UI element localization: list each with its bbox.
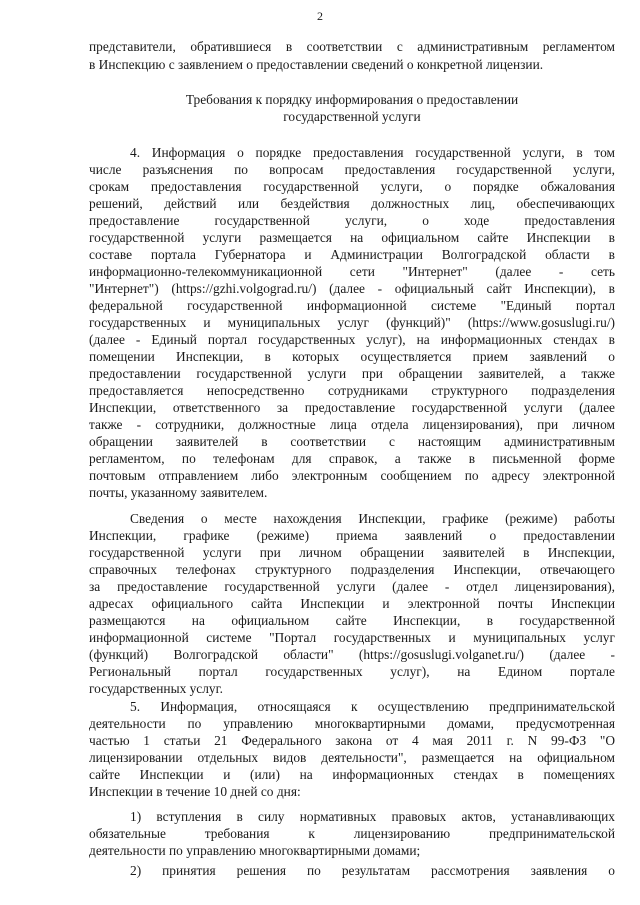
text-line: обращении заявителей в соответствии с настоящим административным (89, 434, 615, 449)
section-heading-line: Требования к порядку информирования о предоставлении (185, 92, 519, 107)
text-line: государственной услуги размещается на официальном сайте Инспекции в (89, 230, 615, 245)
text-line: Сведения о месте нахождения Инспекции, графике (режиме) работы (130, 511, 615, 526)
text-line: "Интернет") (https://gzhi.volgograd.ru/) (далее - официальный сайт Инспекции), в (89, 281, 615, 296)
text-line: 5. Информация, относящаяся к осуществлению предпринимательской (130, 699, 615, 714)
text-line: 1) вступления в силу нормативных правовых актов, устанавливающих (130, 809, 615, 824)
text-line: Инспекции, графике (режиме) приема заявлений о предоставлении (89, 528, 615, 543)
text-line: предоставление государственной услуги, о ходе предоставления (89, 213, 615, 228)
text-line: частью 1 статьи 21 Федерального закона от 4 мая 2011 г. N 99-ФЗ "О (89, 733, 615, 748)
text-line: в Инспекцию с заявлением о предоставлении сведений о конкретной лицензии. (89, 57, 544, 72)
page-number: 2 (317, 9, 323, 23)
text-line: (далее - Единый портал государственных услуг), на информационных стендах в (89, 332, 615, 347)
text-line: деятельности по управлению многоквартирными домами; (89, 843, 421, 858)
text-line: регламентом, по телефонам для справок, а также в письменной форме (89, 451, 615, 466)
text-line: Региональный портал государственных услуг), на Едином портале (89, 664, 615, 679)
text-line: числе разъяснения по вопросам предоставления государственной услуги, (89, 162, 615, 177)
text-line: справочных телефонах структурного подразделения Инспекции, отвечающего (89, 562, 615, 577)
text-line: 2) принятия решения по результатам рассмотрения заявления о (130, 863, 615, 878)
text-line: срокам предоставления государственной услуги, о порядке обжалования (89, 179, 615, 194)
text-line: информационно-телекоммуникационной сети "Интернет" (далее - сеть (89, 264, 615, 279)
text-line: 4. Информация о порядке предоставления государственной услуги, в том (130, 145, 615, 160)
text-line: адресах официального сайта Инспекции и электронной почты Инспекции (89, 596, 615, 611)
text-line: лицензировании отдельных видов деятельности", размещается на официальном (89, 750, 615, 765)
text-line: деятельности по управлению многоквартирными домами, предусмотренная (89, 716, 615, 731)
text-line: федеральной государственной информационной системе "Единый портал (89, 298, 615, 313)
text-line: помещении Инспекции, в которых осуществляется прием заявлений о (89, 349, 615, 364)
text-line: Инспекции в течение 10 дней со дня: (89, 784, 301, 799)
text-line: (функций) Волгоградской области" (https://gosuslugi.volganet.ru/) (далее - (89, 647, 615, 662)
text-line: размещаются на официальном сайте Инспекции, в государственной (89, 613, 615, 628)
text-line: предоставляется непосредственно сотрудниками структурного подразделения (89, 383, 615, 398)
text-line: предоставлении государственной услуги при обращении заявителей, а также (89, 366, 615, 381)
text-line: представители, обратившиеся в соответствии с административным регламентом (89, 39, 615, 54)
text-line: сайте Инспекции и (или) на информационных стендах в помещениях (89, 767, 615, 782)
text-line: решений, действий или бездействия должностных лиц, обеспечивающих (89, 196, 615, 211)
text-line: составе портала Губернатора и Администрации Волгоградской области в (89, 247, 615, 262)
text-line: почты, указанному заявителем. (89, 485, 268, 500)
text-line: также - сотрудники, должностные лица отдела лицензирования), при личном (89, 417, 615, 432)
text-line: Инспекции, ответственного за предоставление государственной услуги (далее (89, 400, 615, 415)
text-line: почтовым отправлением либо электронным сообщением по адресу электронной (89, 468, 615, 483)
text-line: за предоставление государственной услуги (далее - отдел лицензирования), (89, 579, 615, 594)
text-line: обязательные требования к лицензированию предпринимательской (89, 826, 615, 841)
text-line: государственных услуг. (89, 681, 223, 696)
text-line: информационной системе "Портал государственных и муниципальных услуг (89, 630, 615, 645)
section-heading-line: государственной услуги (283, 109, 421, 124)
text-line: государственной услуги при личном обращении заявителей в Инспекции, (89, 545, 615, 560)
text-line: государственных и муниципальных услуг (функций)" (https://www.gosuslugi.ru/) (89, 315, 615, 330)
